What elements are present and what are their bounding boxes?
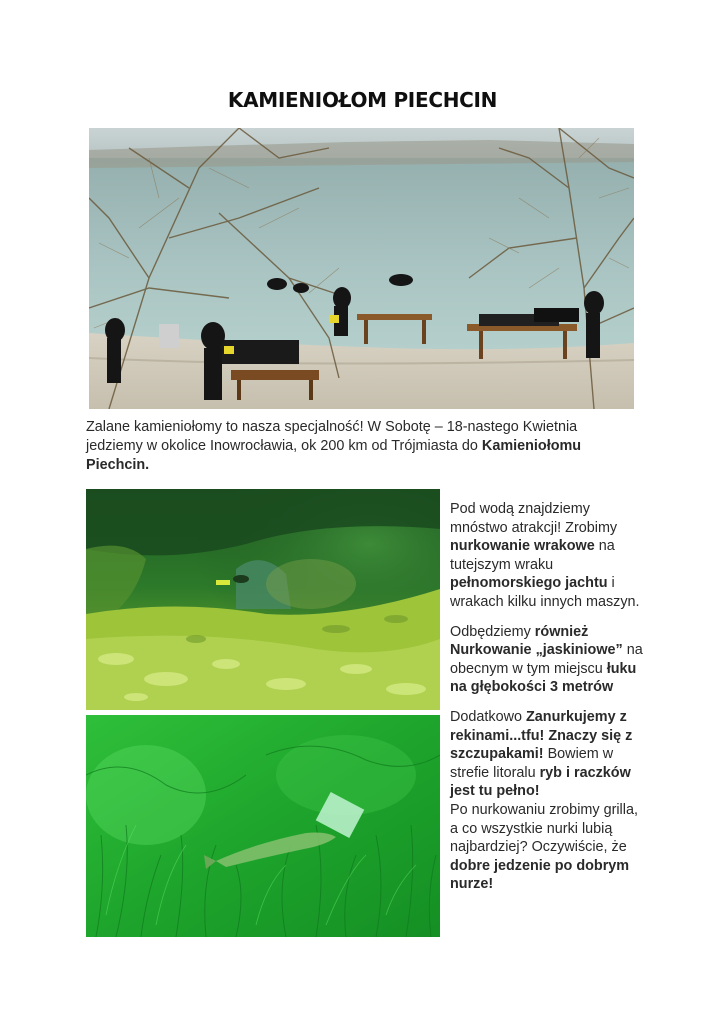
side-p1-text-1: Pod wodą znajdziemy mnóstwo atrakcji! Zrobimy [450,501,618,536]
side-p4-bold-1: dobre jedzenie po dobrym nurze! [450,857,630,893]
intro-bold-piechcin: Piechcin. [86,457,150,473]
page-title: KAMIENIOŁOM PIECHCIN [227,88,498,112]
side-p3-bold-2: ryb i raczków jest tu pełno! [450,764,631,800]
intro-line-1: Zalane kamieniołomy to nasza specjalność! W Sobotę – 18-nastego Kwietnia [86,419,578,435]
side-paragraph-grill [450,801,645,894]
side-p4-text-1: Po nurkowaniu zrobimy grilla, a co wszystkie nurki lubią najbardziej? Oczywiście, że [450,801,638,856]
intro-bold-quarry: Kamieniołomu [481,438,582,454]
intro-paragraph [86,418,626,475]
side-p1-text-3: i wrakach kilku innych maszyn. [450,575,640,610]
quarry-shore-photo [89,128,634,409]
side-p1-bold-2: pełnomorskiego jachtu [450,575,608,592]
side-paragraph-pike [450,708,645,801]
side-p3-text-2: Bowiem w strefie litoralu [450,746,614,781]
intro-line-2: jedziemy w okolice Inowrocławia, ok 200 km od Trójmiasta do [86,438,482,454]
side-p3-text-1: Dodatkowo [450,708,526,725]
side-paragraph-wrecks [450,500,645,612]
side-p1-bold-1: nurkowanie wrakowe [450,538,595,555]
side-p1-text-2: na tutejszym wraku [450,538,615,573]
side-p2-bold-2: łuku na głębokości 3 metrów [450,660,637,696]
side-p2-text-2: na obecnym w tym miejscu [450,642,643,677]
underwater-arch-photo [86,489,440,710]
side-paragraph-cave [450,623,645,697]
side-p2-bold-1: również Nurkowanie „jaskiniowe” [450,623,623,659]
pike-underwater-photo [86,715,440,937]
side-p2-text-1: Odbędziemy [450,623,535,640]
side-p3-bold-1: Zanurkujemy z rekinami...tfu! Znaczy się z szczupakami! [450,708,633,763]
side-column [450,500,645,905]
